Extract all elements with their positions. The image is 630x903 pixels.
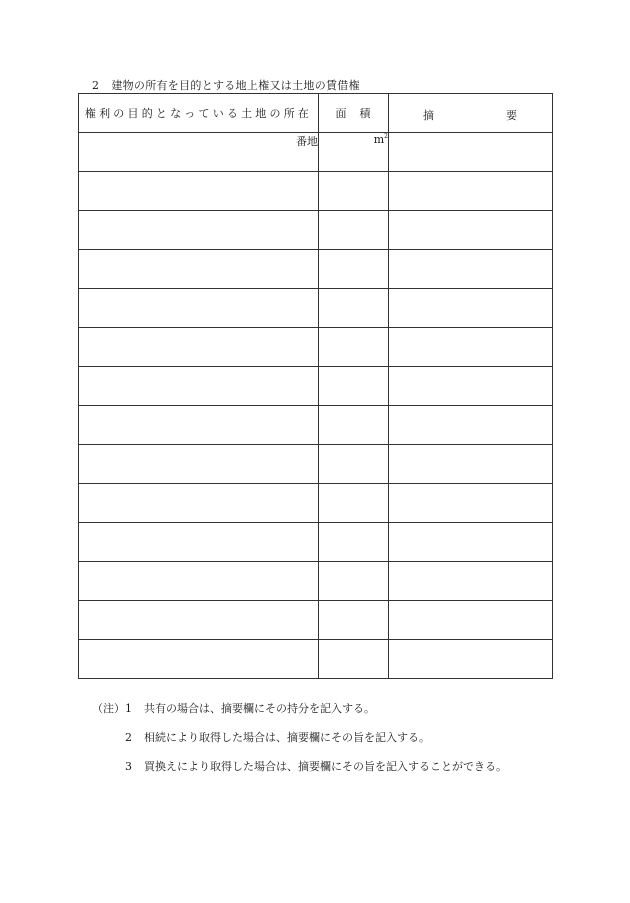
table-row [79, 406, 553, 445]
summary-cell[interactable] [389, 172, 553, 211]
section-heading [92, 77, 360, 93]
table-row [79, 133, 553, 172]
location-cell[interactable] [79, 406, 319, 445]
notes-prefix: （注） [92, 702, 125, 715]
summary-cell[interactable] [389, 523, 553, 562]
summary-cell[interactable] [389, 406, 553, 445]
header-area: 面 積 [319, 94, 389, 133]
location-cell[interactable] [79, 562, 319, 601]
area-cell[interactable] [319, 367, 389, 406]
area-cell[interactable] [319, 211, 389, 250]
area-cell[interactable] [319, 523, 389, 562]
section-number: 2 [92, 79, 100, 92]
area-cell[interactable] [319, 640, 389, 679]
table-header-row [79, 94, 553, 133]
area-unit-superscript: 2 [384, 133, 388, 140]
land-rights-table [78, 93, 553, 679]
table-row [79, 445, 553, 484]
summary-cell[interactable] [389, 445, 553, 484]
table-row [79, 484, 553, 523]
summary-cell[interactable] [389, 367, 553, 406]
location-cell[interactable] [79, 523, 319, 562]
table-row [79, 640, 553, 679]
table-row [79, 250, 553, 289]
table-row [79, 562, 553, 601]
location-cell[interactable] [79, 289, 319, 328]
table-row [79, 289, 553, 328]
summary-cell[interactable] [389, 133, 553, 172]
header-summary-char-1: 摘 [423, 109, 434, 122]
summary-cell[interactable] [389, 601, 553, 640]
table-row [79, 523, 553, 562]
area-cell[interactable] [319, 601, 389, 640]
header-summary [389, 94, 553, 133]
area-cell[interactable] [319, 133, 389, 172]
table-row [79, 601, 553, 640]
location-cell[interactable] [79, 601, 319, 640]
table-row [79, 328, 553, 367]
table-row [79, 172, 553, 211]
area-cell[interactable] [319, 250, 389, 289]
table-row [79, 367, 553, 406]
location-cell[interactable] [79, 640, 319, 679]
location-cell[interactable] [79, 328, 319, 367]
lot-number-unit: 番地 [296, 135, 318, 148]
note-number: 1 [125, 702, 132, 715]
summary-cell[interactable] [389, 211, 553, 250]
header-location: 権利の目的となっている土地の所在 [79, 94, 319, 133]
note-text: 相続により取得した場合は、摘要欄にその旨を記入する。 [144, 731, 430, 744]
area-cell[interactable] [319, 562, 389, 601]
location-cell[interactable] [79, 250, 319, 289]
area-cell[interactable] [319, 406, 389, 445]
summary-cell[interactable] [389, 640, 553, 679]
location-cell[interactable] [79, 445, 319, 484]
area-cell[interactable] [319, 484, 389, 523]
location-cell[interactable] [79, 133, 319, 172]
table-row [79, 211, 553, 250]
note-text: 共有の場合は、摘要欄にその持分を記入する。 [144, 702, 375, 715]
area-cell[interactable] [319, 289, 389, 328]
summary-cell[interactable] [389, 484, 553, 523]
summary-cell[interactable] [389, 289, 553, 328]
summary-cell[interactable] [389, 250, 553, 289]
area-cell[interactable] [319, 172, 389, 211]
area-cell[interactable] [319, 445, 389, 484]
note-number: 3 [125, 760, 132, 773]
location-cell[interactable] [79, 211, 319, 250]
area-unit: m [373, 133, 385, 146]
note-number: 2 [125, 731, 132, 744]
location-cell[interactable] [79, 484, 319, 523]
header-summary-char-2: 要 [506, 109, 517, 122]
area-cell[interactable] [319, 328, 389, 367]
summary-cell[interactable] [389, 562, 553, 601]
note-text: 買換えにより取得した場合は、摘要欄にその旨を記入することができる。 [144, 760, 507, 773]
location-cell[interactable] [79, 172, 319, 211]
summary-cell[interactable] [389, 328, 553, 367]
location-cell[interactable] [79, 367, 319, 406]
section-title: 建物の所有を目的とする地上権又は土地の賃借権 [111, 79, 360, 92]
